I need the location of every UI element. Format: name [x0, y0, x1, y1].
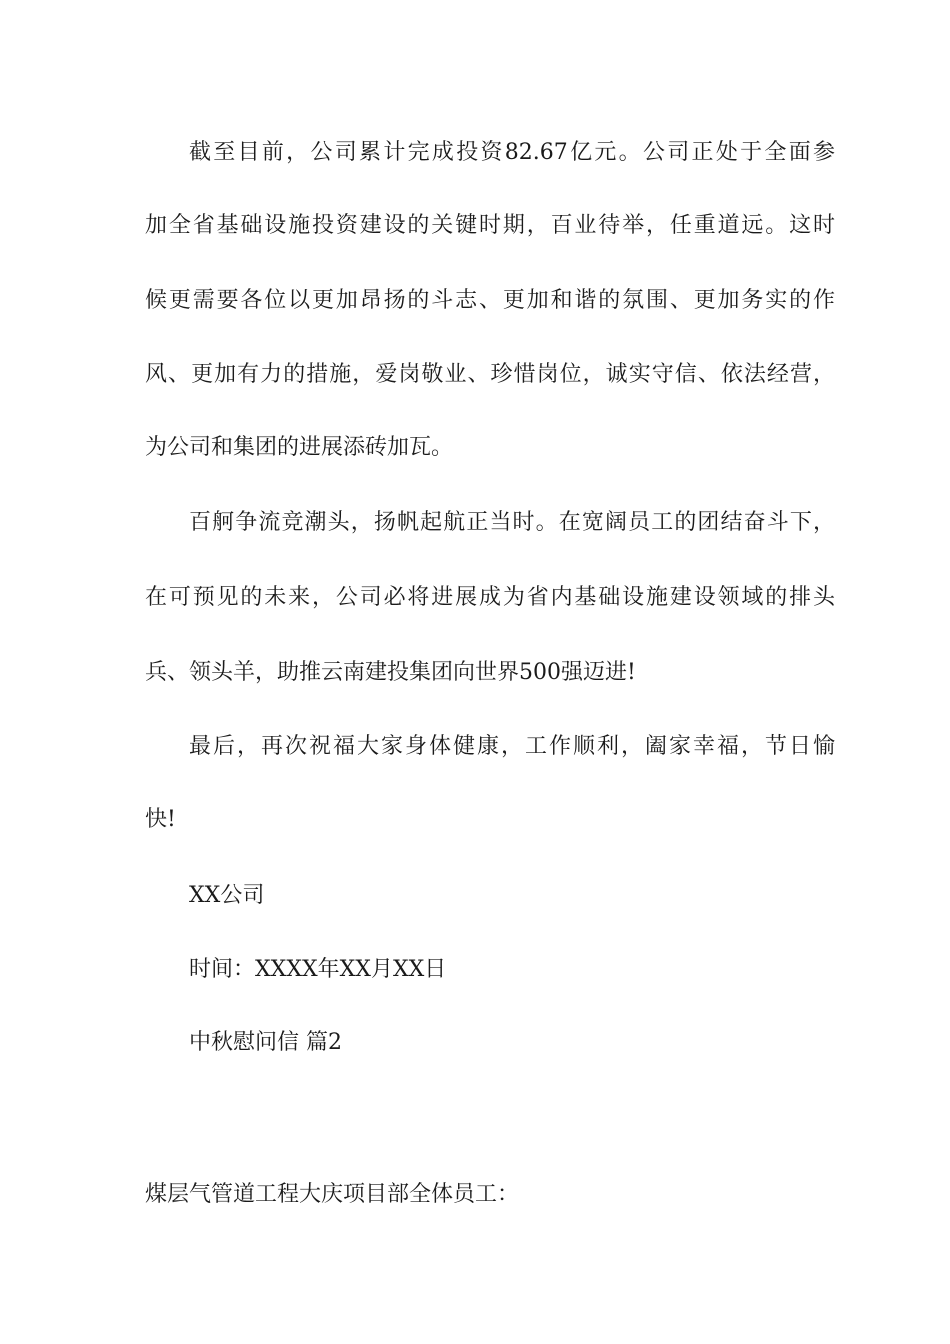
- paragraph-2-line-3: 兵、领头羊，助推云南建投集团向世界500强迈进!: [145, 660, 636, 685]
- paragraph-1-line-2: 加全省基础设施投资建设的关键时期，百业待举，任重道远。这时: [145, 213, 835, 238]
- paragraph-3-line-1: 最后，再次祝福大家身体健康，工作顺利，阖家幸福，节日愉: [189, 734, 835, 759]
- paragraph-1-line-3: 候更需要各位以更加昂扬的斗志、更加和谐的氛围、更加务实的作: [145, 288, 835, 313]
- paragraph-1-line-5: 为公司和集团的进展添砖加瓦。: [145, 435, 454, 460]
- section-title: 中秋慰问信 篇2: [189, 1030, 342, 1055]
- paragraph-1-line-1: 截至目前，公司累计完成投资82.67亿元。公司正处于全面参: [189, 140, 835, 165]
- paragraph-3-line-2: 快!: [145, 807, 176, 832]
- paragraph-2-line-1: 百舸争流竞潮头，扬帆起航正当时。在宽阔员工的团结奋斗下，: [189, 510, 835, 535]
- paragraph-1-line-4: 风、更加有力的措施，爱岗敬业、珍惜岗位，诚实守信、依法经营，: [145, 362, 835, 387]
- signature-date: 时间：XXXX年XX月XX日: [189, 957, 447, 982]
- signature-company: XX公司: [189, 883, 265, 908]
- paragraph-2-line-2: 在可预见的未来，公司必将进展成为省内基础设施建设领域的排头: [145, 585, 835, 610]
- salutation: 煤层气管道工程大庆项目部全体员工：: [145, 1182, 520, 1207]
